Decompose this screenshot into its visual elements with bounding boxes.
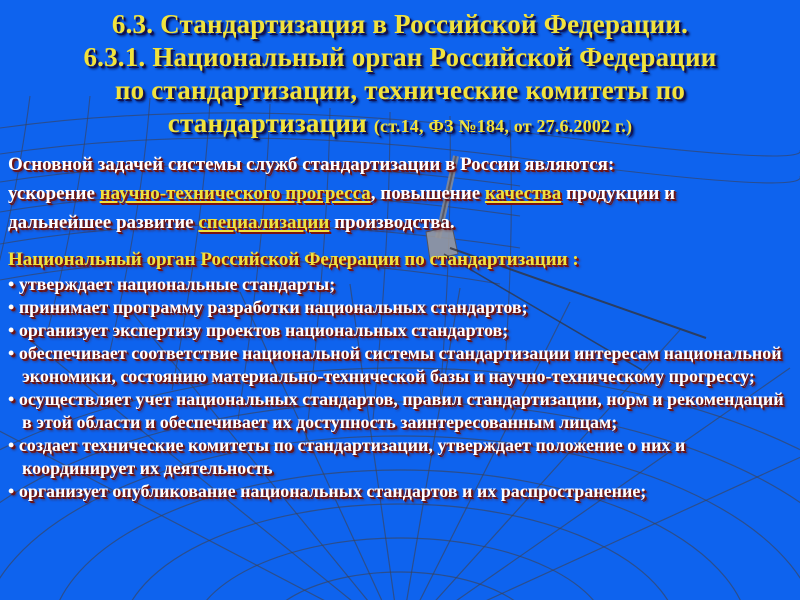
intro-text: Основной задачей системы служб стандартизации в России являются: — [8, 154, 615, 175]
list-item — [8, 296, 794, 319]
bullet-text: осуществляет учет национальных стандартов, правил стандартизации, норм и рекомендаций в этой области и обеспечивает их доступность заинтересованным лицам; — [18, 389, 784, 432]
bullet-dot: • — [8, 297, 19, 317]
bullet-text: утверждает национальные стандарты; — [18, 274, 336, 294]
bullet-text: организует экспертизу проектов национальных стандартов; — [18, 320, 509, 340]
title-line-1: 6.3. Стандартизация в Российской Федерации. — [111, 9, 689, 39]
section-heading: Национальный орган Российской Федерации по стандартизации : — [8, 249, 579, 270]
hyperlink[interactable]: качества — [484, 183, 562, 204]
intro-text: дальнейшее развитие — [8, 212, 199, 233]
intro-text: продукции и — [561, 183, 676, 204]
title-line-4-main: стандартизации — [167, 108, 374, 138]
bullet-text: обеспечивает соответствие национальной системы стандартизации интересам национальной экономики, состоянию материально-технической базы и научно-техническому прогрессу; — [18, 343, 782, 386]
list-item — [8, 319, 794, 342]
intro-text: ускорение — [8, 183, 100, 204]
intro-line — [8, 150, 800, 179]
bullet-dot: • — [8, 435, 19, 455]
intro-text: , повышение — [370, 183, 485, 204]
list-item — [8, 273, 794, 296]
bullet-dot: • — [8, 274, 19, 294]
intro-paragraph — [8, 150, 800, 237]
intro-line — [8, 208, 800, 237]
title-line-4 — [0, 107, 800, 143]
bullet-text: создает технические комитеты по стандартизации, утверждает положение о них и координирует их деятельность — [18, 435, 686, 478]
bullet-text: организует опубликование национальных стандартов и их распространение; — [18, 481, 647, 501]
list-item — [8, 342, 794, 388]
title-line-2: 6.3.1. Национальный орган Российской Федерации — [83, 42, 717, 72]
bullet-dot: • — [8, 389, 19, 409]
list-item — [8, 388, 794, 434]
hyperlink[interactable]: научно-технического прогресса — [99, 183, 371, 204]
bullet-dot: • — [8, 320, 19, 340]
title-line-3: по стандартизации, технические комитеты по — [114, 75, 686, 105]
bullet-dot: • — [8, 343, 19, 363]
bullet-dot: • — [8, 481, 19, 501]
slide-title — [0, 0, 800, 143]
title-legal-reference: (ст.14, ФЗ №184, от 27.6.2002 г.) — [373, 116, 633, 136]
bullet-list — [8, 273, 794, 503]
bullet-text: принимает программу разработки национальных стандартов; — [18, 297, 528, 317]
list-item — [8, 480, 794, 503]
hyperlink[interactable]: специализации — [198, 212, 330, 233]
intro-line — [8, 179, 800, 208]
intro-text: производства. — [329, 212, 455, 233]
list-item — [8, 434, 794, 480]
